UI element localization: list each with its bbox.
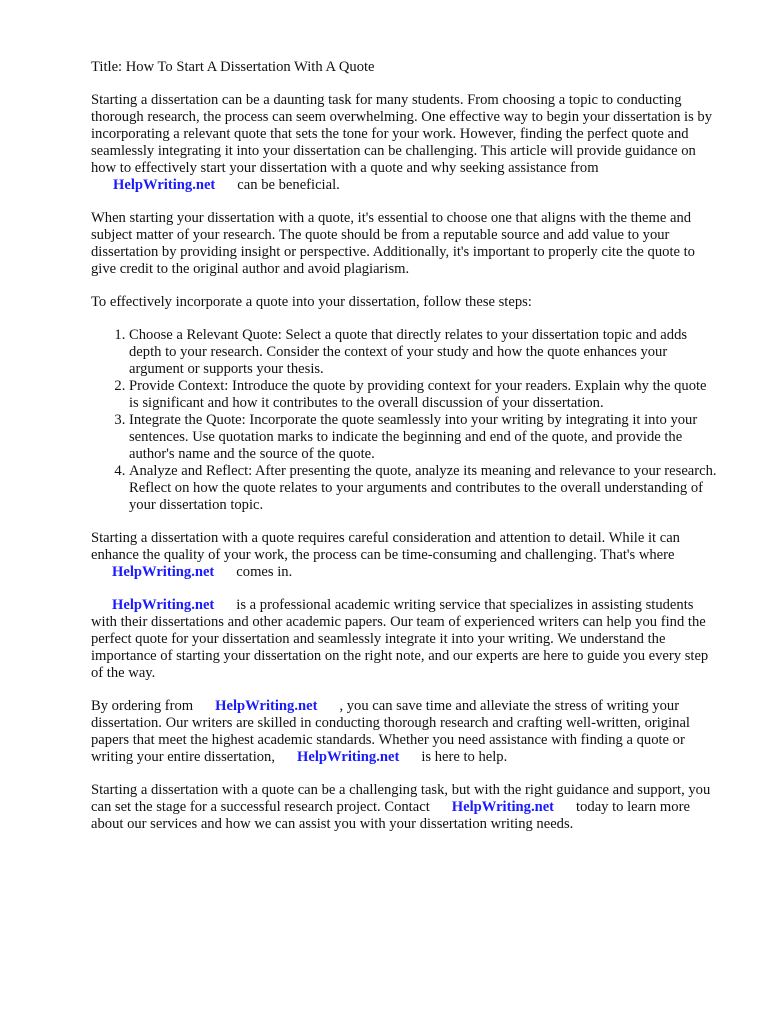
helpwriting-link[interactable]: HelpWriting.net	[112, 564, 215, 580]
step-item: 3. Integrate the Quote: Incorporate the quote seamlessly into your writing by integrating it into your sentences. Use quotation marks to indicate the beginning and end of the quote, and provide the author's name and the source of the quote.	[129, 412, 718, 463]
intro-text: Starting a dissertation can be a daunting task for many students. From choosing a topic to conducting thorough research, the process can seem overwhelming. One effective way to begin your dissertation is by incorporating a relevant quote that sets the tone for your work. However, finding the perfect quote and seamlessly integrating it into your dissertation can be challenging. This article will provide guidance on how to effectively start your dissertation with a quote and why seeking assistance from	[91, 92, 712, 176]
contact-paragraph	[91, 782, 718, 833]
choosing-quote-paragraph: When starting your dissertation with a quote, it's essential to choose one that aligns with the theme and subject matter of your research. The quote should be from a reputable source and add value to your dissertation by providing insight or perspective. Additionally, it's important to properly cite the quote to give credit to the original author and avoid plagiarism.	[91, 210, 695, 277]
step-item: 1. Choose a Relevant Quote: Select a quote that directly relates to your dissertation topic and adds depth to your research. Consider the context of your study and how the quote enhances your argument or supports your thesis.	[129, 327, 718, 378]
step-item: 2. Provide Context: Introduce the quote by providing context for your readers. Explain why the quote is significant and how it contributes to the overall discussion of your dissertation.	[129, 378, 718, 412]
ordering-text-end: is here to help.	[421, 749, 508, 765]
contact-text-end: today to learn more about our services and how we can assist you with your dissertation writing needs.	[91, 799, 690, 832]
helpwriting-link[interactable]: HelpWriting.net	[451, 799, 555, 815]
service-paragraph	[91, 597, 718, 682]
challenge-text-end: comes in.	[236, 564, 293, 580]
service-text: is a professional academic writing service that specializes in assisting students with their dissertations and other academic papers. Our team of experienced writers can help you find the perfect quote for your dissertation and seamlessly integrate it into your writing. We understand the importance of starting your dissertation on the right note, and our experts are here to guide you every step of the way.	[91, 597, 709, 681]
ordering-paragraph	[91, 698, 718, 766]
helpwriting-link[interactable]: HelpWriting.net	[113, 177, 216, 193]
helpwriting-link[interactable]: HelpWriting.net	[297, 749, 400, 765]
helpwriting-link[interactable]: HelpWriting.net	[215, 698, 318, 714]
document-title: Title: How To Start A Dissertation With A Quote	[91, 59, 375, 75]
ordering-text-mid: , you can save time and alleviate the stress of writing your dissertation. Our writers are skilled in conducting thorough research and crafting well-written, original papers that meet the highest academic standards. Whether you need assistance with finding a quote or writing your entire dissertation,	[91, 698, 690, 765]
step-item: 4. Analyze and Reflect: After presenting the quote, analyze its meaning and relevance to your research. Reflect on how the quote relates to your arguments and contributes to the overall understanding of your dissertation topic.	[129, 463, 718, 514]
intro-paragraph	[91, 92, 718, 194]
contact-text: Starting a dissertation with a quote can be a challenging task, but with the right guidance and support, you can set the stage for a successful research project. Contact	[91, 782, 711, 815]
helpwriting-link[interactable]: HelpWriting.net	[112, 597, 215, 613]
challenge-paragraph	[91, 530, 718, 581]
steps-list	[91, 327, 718, 514]
intro-text-end: can be beneficial.	[237, 177, 340, 193]
steps-intro: To effectively incorporate a quote into your dissertation, follow these steps:	[91, 294, 532, 310]
ordering-text: By ordering from	[91, 698, 194, 714]
challenge-text: Starting a dissertation with a quote requires careful consideration and attention to detail. While it can enhance the quality of your work, the process can be time-consuming and challenging. That's where	[91, 530, 680, 563]
